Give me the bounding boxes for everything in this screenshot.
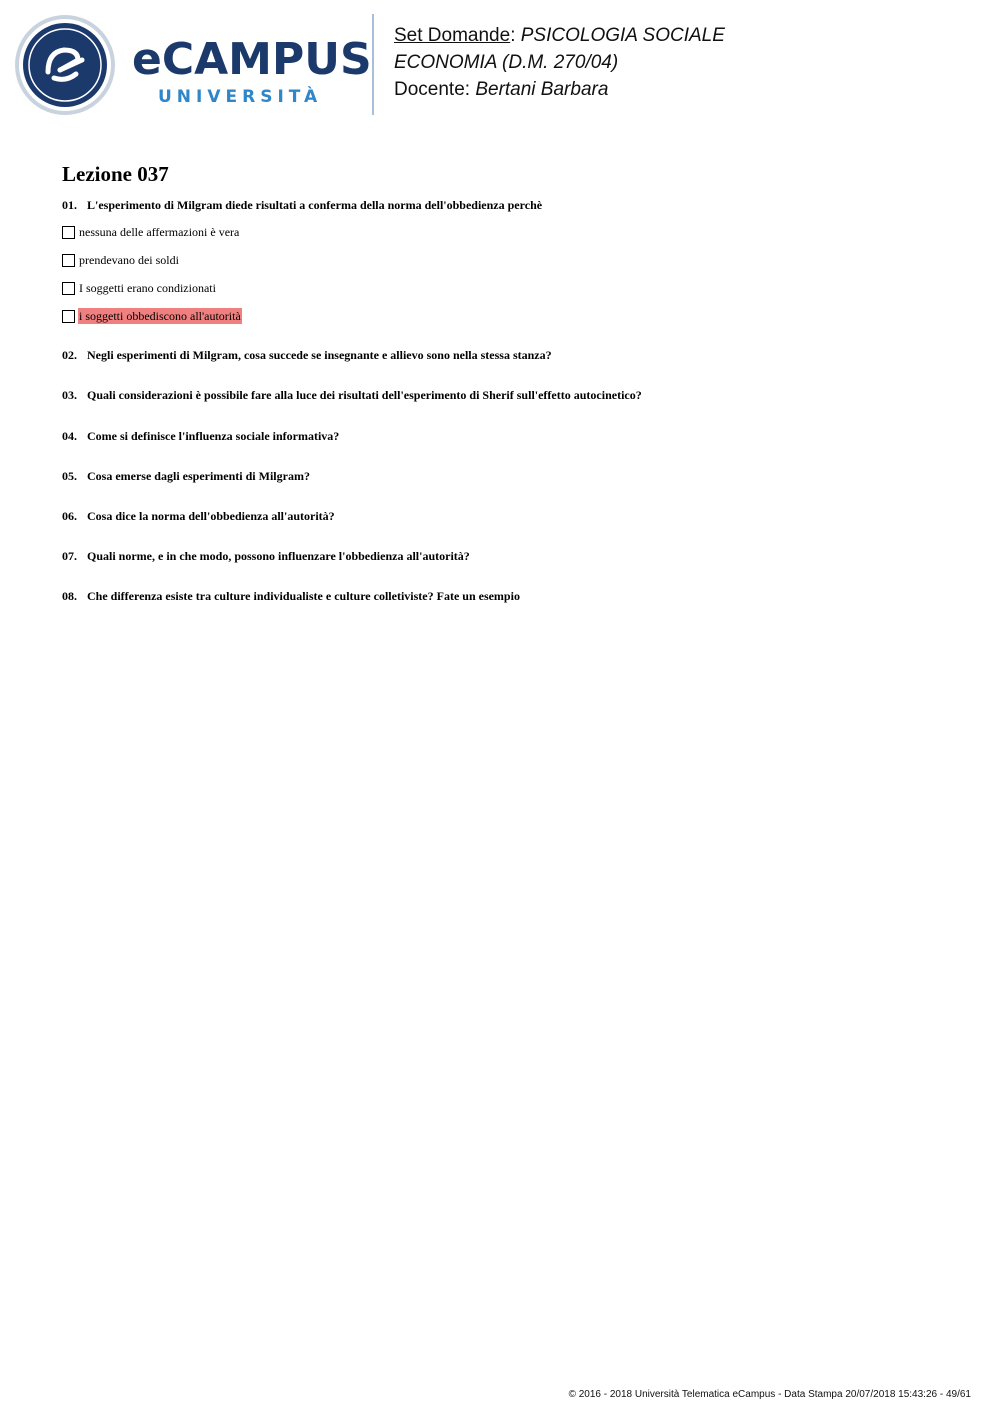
question-number: 03. bbox=[62, 388, 77, 402]
course-name-1: PSICOLOGIA SOCIALE bbox=[520, 25, 725, 46]
question-08 bbox=[62, 589, 520, 603]
question-text: Quali norme, e in che modo, possono influenzare l'obbedienza all'autorità? bbox=[87, 549, 470, 563]
question-text: Cosa emerse dagli esperimenti di Milgram? bbox=[87, 469, 310, 483]
answer-option[interactable] bbox=[62, 280, 217, 296]
question-text: Quali considerazioni è possibile fare alla luce dei risultati dell'esperimento di Sherif sull'effetto autocinetico? bbox=[87, 388, 642, 402]
teacher-line bbox=[394, 76, 725, 103]
question-01 bbox=[62, 198, 542, 212]
option-label-highlighted: i soggetti obbediscono all'autorità bbox=[79, 309, 241, 323]
set-colon: : bbox=[510, 25, 516, 46]
question-05 bbox=[62, 469, 310, 483]
brand-subtitle: UNIVERSITÀ bbox=[158, 87, 323, 107]
checkbox-icon[interactable] bbox=[62, 310, 75, 323]
question-text: Che differenza esiste tra culture individualiste e culture colletiviste? Fate un esempio bbox=[87, 589, 520, 603]
option-label: nessuna delle affermazioni è vera bbox=[79, 225, 240, 239]
question-text: Cosa dice la norma dell'obbedienza all'autorità? bbox=[87, 509, 335, 523]
lesson-title: Lezione 037 bbox=[62, 162, 169, 186]
question-03 bbox=[62, 388, 642, 402]
question-number: 08. bbox=[62, 589, 77, 603]
answer-option[interactable] bbox=[62, 224, 240, 240]
page-footer: © 2016 - 2018 Università Telematica eCampus - Data Stampa 20/07/2018 15:43:26 - 49/61 bbox=[568, 1389, 971, 1400]
option-label: prendevano dei soldi bbox=[79, 253, 179, 267]
question-number: 06. bbox=[62, 509, 77, 523]
checkbox-icon[interactable] bbox=[62, 226, 75, 239]
answer-option[interactable] bbox=[62, 252, 180, 268]
course-line-1 bbox=[394, 22, 725, 49]
question-number: 02. bbox=[62, 348, 77, 362]
question-04 bbox=[62, 429, 339, 443]
checkbox-icon[interactable] bbox=[62, 254, 75, 267]
question-text: L'esperimento di Milgram diede risultati a conferma della norma dell'obbedienza perchè bbox=[87, 198, 543, 212]
question-number: 07. bbox=[62, 549, 77, 563]
answer-option-correct[interactable] bbox=[62, 308, 242, 324]
question-text: Negli esperimenti di Milgram, cosa succede se insegnante e allievo sono nella stessa stanza? bbox=[87, 348, 552, 362]
option-label: I soggetti erano condizionati bbox=[79, 281, 216, 295]
checkbox-icon[interactable] bbox=[62, 282, 75, 295]
brand-wordmark: eCAMPUS bbox=[132, 34, 372, 85]
question-number: 05. bbox=[62, 469, 77, 483]
question-number: 01. bbox=[62, 198, 77, 212]
question-07 bbox=[62, 549, 470, 563]
header-divider bbox=[372, 14, 374, 115]
set-label: Set Domande bbox=[394, 25, 511, 46]
question-text: Come si definisce l'influenza sociale informativa? bbox=[87, 429, 340, 443]
question-06 bbox=[62, 509, 335, 523]
question-number: 04. bbox=[62, 429, 77, 443]
header-info bbox=[394, 22, 725, 103]
question-02 bbox=[62, 348, 552, 362]
teacher-name: Bertani Barbara bbox=[475, 79, 609, 100]
course-line-2: ECONOMIA (D.M. 270/04) bbox=[394, 52, 619, 73]
teacher-label: Docente: bbox=[394, 79, 471, 100]
ecampus-seal-icon bbox=[14, 14, 116, 116]
